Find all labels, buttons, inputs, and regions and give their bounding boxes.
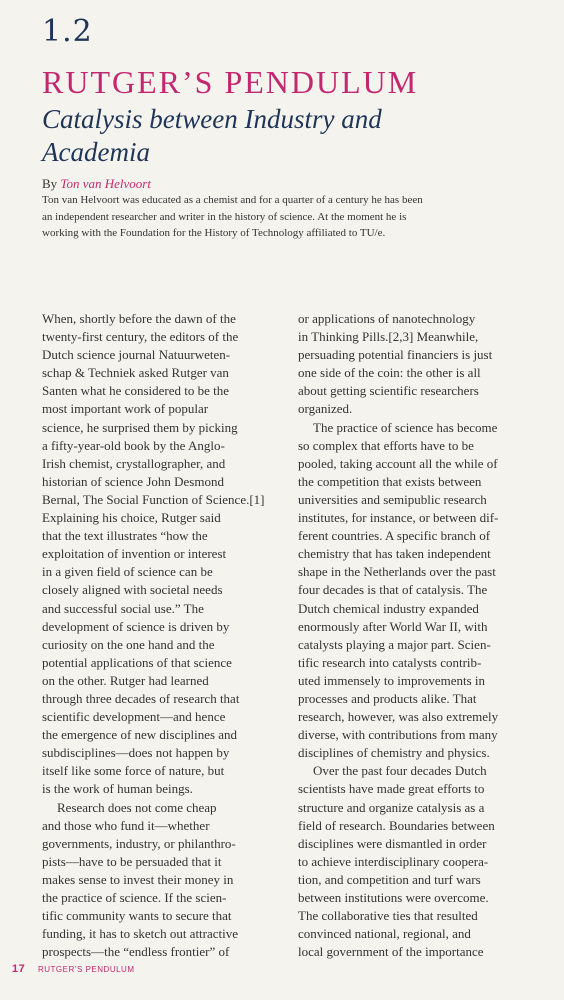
body-line: Explaining his choice, Rutger said (42, 510, 221, 526)
body-line: tion, and competition and turf wars (298, 871, 481, 887)
body-column-left (42, 310, 287, 960)
body-line: The collaborative ties that resulted (298, 908, 478, 924)
body-line: institutes, for instance, or between dif- (298, 510, 499, 526)
body-line: research, however, was also extremely (298, 709, 499, 725)
body-line: funding, it has to sketch out attractive (42, 926, 239, 942)
body-line: prospects—the “endless frontier” of (42, 944, 230, 960)
body-line: convinced national, regional, and (298, 926, 471, 942)
body-line: that the text illustrates “how the (42, 528, 208, 544)
body-line: twenty-first century, the editors of the (42, 329, 239, 345)
body-line: local government of the importance (298, 944, 484, 960)
body-line: schap & Techniek asked Rutger van (42, 365, 229, 381)
body-line: to achieve interdisciplinary coopera- (298, 853, 489, 869)
body-line: Dutch chemical industry expanded (298, 600, 479, 616)
body-line: so complex that efforts have to be (298, 437, 474, 453)
body-line: catalysts playing a major part. Scien- (298, 636, 491, 652)
body-line: makes sense to invest their money in (42, 871, 234, 887)
author-bio: Ton van Helvoort was educated as a chemist and for a quarter of a century he has been an independent researcher and writer in the history of science. At the moment he is working with the Foundation for the History of Technology affiliated to TU/e. (42, 194, 423, 239)
body-line: uted immensely to improvements in (298, 672, 486, 688)
body-line: science, he surprised them by picking (42, 419, 238, 435)
body-line: Irish chemist, crystallographer, and (42, 455, 226, 471)
body-line: about getting scientific researchers (298, 383, 479, 399)
body-line: subdisciplines—does not happen by (42, 745, 230, 761)
author-name: Ton van Helvoort (60, 176, 151, 191)
body-line: ferent countries. A specific branch of (298, 528, 491, 544)
body-line: scientific development—and hence (42, 709, 226, 725)
byline-prefix: By (42, 176, 58, 191)
body-line: pists—have to be persuaded that it (42, 853, 222, 869)
body-line: processes and products alike. That (298, 690, 477, 706)
body-line: The practice of science has become (313, 419, 498, 435)
page-footer (12, 963, 135, 975)
body-line: governments, industry, or philanthro- (42, 835, 236, 851)
body-line: curiosity on the one hand and the (42, 636, 215, 652)
body-line: potential applications of that science (42, 654, 232, 670)
byline (42, 176, 151, 192)
body-line: itself like some force of nature, but (42, 763, 225, 779)
body-line: historian of science John Desmond (42, 473, 224, 489)
body-line: tific research into catalysts contrib- (298, 654, 482, 670)
body-line: one side of the coin: the other is all (298, 365, 481, 381)
body-line: enormously after World War II, with (298, 618, 488, 634)
body-line: disciplines were dismantled in order (298, 835, 487, 851)
body-line: and successful social use.” The (42, 600, 204, 616)
body-line: exploitation of invention or interest (42, 546, 227, 562)
body-line: Santen what he considered to be the (42, 383, 229, 399)
body-line: the emergence of new disciplines and (42, 727, 238, 743)
body-line: is the work of human beings. (42, 781, 193, 797)
body-line: scientists have made great efforts to (298, 781, 485, 797)
body-line: and those who fund it—whether (42, 817, 210, 833)
body-line: the competition that exists between (298, 473, 482, 489)
body-line: between institutions were overcome. (298, 890, 489, 905)
body-line: chemistry that has taken independent (298, 546, 491, 562)
body-line: tific community wants to secure that (42, 908, 232, 924)
body-line: diverse, with contributions from many (298, 727, 498, 743)
body-line: organized. (298, 401, 353, 417)
body-line: shape in the Netherlands over the past (298, 564, 496, 580)
body-line: on the other. Rutger had learned (42, 672, 209, 688)
body-line: Over the past four decades Dutch (313, 763, 487, 779)
body-line: a fifty-year-old book by the Anglo- (42, 437, 225, 453)
body-line: Bernal, The Social Function of Science.[1] (42, 491, 265, 507)
body-line: pooled, taking account all the while of (298, 455, 498, 471)
body-line: When, shortly before the dawn of the (42, 311, 236, 326)
body-line: Research does not come cheap (57, 799, 217, 815)
body-line: most important work of popular (42, 401, 209, 417)
body-line: the practice of science. If the scien- (42, 890, 227, 905)
page-number: 17 (12, 963, 26, 975)
body-line: field of research. Boundaries between (298, 817, 495, 833)
body-line: structure and organize catalysis as a (298, 799, 485, 815)
body-line: through three decades of research that (42, 690, 240, 706)
body-line: or applications of nanotechnology (298, 311, 476, 326)
body-line: in a given field of science can be (42, 564, 213, 580)
body-line: in Thinking Pills.[2,3] Meanwhile, (298, 329, 479, 345)
body-line: four decades is that of catalysis. The (298, 582, 488, 598)
body-line: persuading potential financiers is just (298, 347, 493, 363)
body-column-right (298, 310, 534, 960)
body-line: closely aligned with societal needs (42, 582, 223, 598)
body-line: universities and semipublic research (298, 491, 487, 507)
body-line: development of science is driven by (42, 618, 230, 634)
body-line: Dutch science journal Natuurweten- (42, 347, 231, 363)
article-title: RUTGER’S PENDULUM (42, 64, 419, 100)
section-number: 1.2 (42, 14, 93, 49)
article-subtitle: Catalysis between Industry and Academia (42, 104, 382, 167)
running-title: RUTGER’S PENDULUM (37, 965, 135, 974)
body-line: disciplines of chemistry and physics. (298, 745, 490, 761)
